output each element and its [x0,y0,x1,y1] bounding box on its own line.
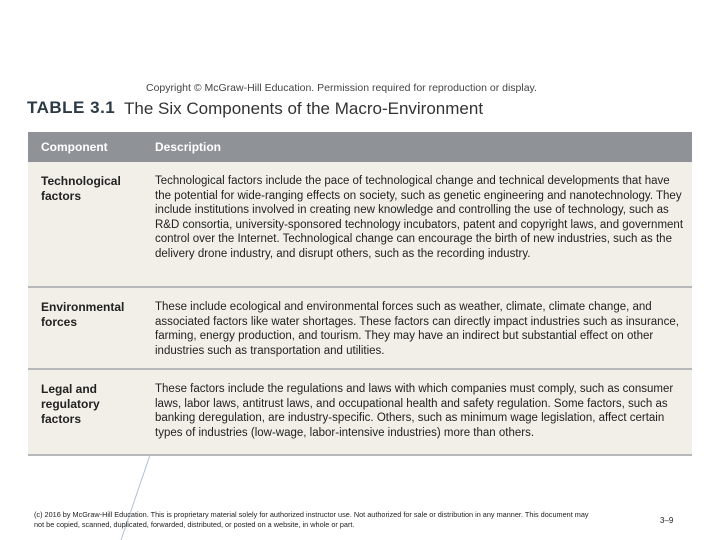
table-title: The Six Components of the Macro-Environment [124,99,484,118]
component-cell: Environmental forces [41,300,125,329]
table-number: TABLE 3.1 [27,98,116,117]
page-number: 3–9 [660,516,674,525]
component-cell: Legal and regulatory factors [41,382,100,426]
copyright-notice: Copyright © McGraw-Hill Education. Permission required for reproduction or display. [146,82,537,94]
component-cell: Technological factors [41,174,121,203]
description-cell: These include ecological and environmental forces such as weather, climate, climate change, and associated factors like water shortages. These factors can directly impact industries such as insurance, farming, energy production, and tourism. They may have an indirect but substantial effect on other industries such as transportation and utilities. [155,301,679,357]
footer-legal-note: (c) 2016 by McGraw-Hill Education. This is proprietary material solely for authorized instructor use. Not authorized for sale or distribution in any manner. This document may not be copied, scanned, duplicated, forwarded, distributed, or posted on a website, in whole or part. [34,510,589,529]
table-row [28,288,692,370]
table-row [28,162,692,288]
description-cell: Technological factors include the pace of technological change and technical developments that have the potential for wide-ranging effects on society, such as genetic engineering and nanotechnology. They include institutions involved in creating new knowledge and controlling the use of technology, such as R&D consortia, university-sponsored technology incubators, patent and copyright laws, and government control over the Internet. Technological change can encourage the birth of new industries, such as the delivery drone industry, and disrupt others, such as the recording industry. [155,175,684,260]
table-row [28,370,692,456]
column-header-component: Component [41,140,108,154]
macro-environment-table [28,132,692,456]
description-cell: These factors include the regulations and laws with which companies must comply, such as consumer laws, labor laws, antitrust laws, and occupational health and safety regulation. Some factors, such as banking deregulation, are industry-specific. Others, such as minimum wage legislation, affect certain types of industries (low-wage, labor-intensive industries) more than others. [155,383,674,439]
table-header-row [28,132,692,162]
column-header-description: Description [155,140,222,154]
